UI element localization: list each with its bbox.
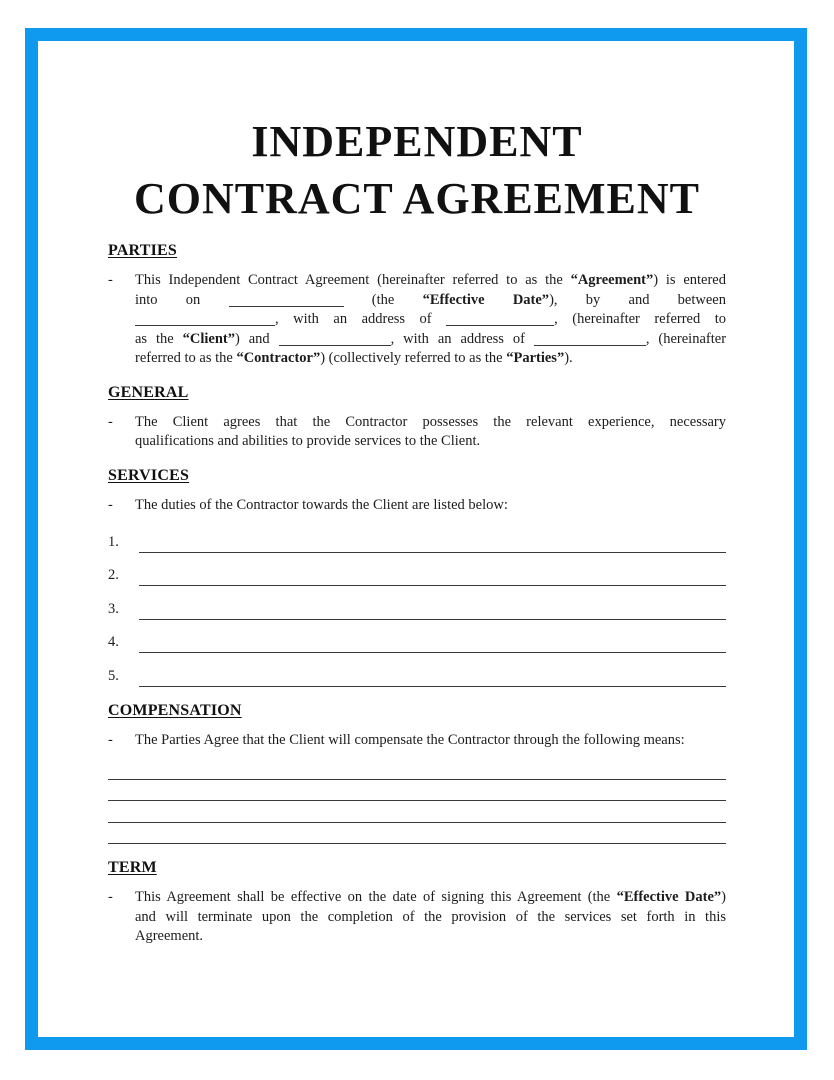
section-heading-general: GENERAL (108, 383, 189, 401)
paragraph (135, 271, 726, 369)
paragraph (135, 731, 726, 751)
paragraph-line (135, 291, 726, 311)
ruled-line (108, 823, 726, 845)
bullet-paragraph (108, 496, 726, 516)
paragraph-line (135, 271, 726, 291)
title-line-2: CONTRACT AGREEMENT (133, 174, 701, 223)
document-body (108, 241, 726, 947)
paragraph (135, 888, 726, 947)
bullet-paragraph (108, 888, 726, 947)
numbered-item (108, 586, 726, 620)
blank-line (139, 585, 726, 586)
blank-line (139, 652, 726, 653)
section-heading-services: SERVICES (108, 466, 190, 484)
numbered-item (108, 553, 726, 587)
item-number: 4. (108, 634, 119, 650)
paragraph-line (135, 330, 726, 350)
paragraph-line (135, 908, 726, 928)
paragraph-line (135, 496, 726, 516)
blank-line (139, 619, 726, 620)
paragraph-line (135, 349, 726, 369)
bullet-paragraph (108, 413, 726, 452)
paragraph (135, 496, 726, 516)
text-run: “Client” (182, 330, 235, 347)
text-run: The duties of the Contractor towards the Client are listed below: (135, 496, 508, 513)
ruled-line (108, 758, 726, 780)
text-run: “Effective Date” (616, 889, 722, 905)
text-run: ) and (235, 330, 279, 347)
paragraph-line (135, 432, 726, 452)
ruled-line (108, 780, 726, 802)
paragraph-line (135, 731, 726, 751)
text-run: (the (343, 291, 423, 308)
bullet-dash: - (108, 731, 113, 748)
text-run: into on (135, 291, 229, 308)
text-run: referred to as the (135, 350, 237, 366)
blank-line (139, 552, 726, 553)
bullet-paragraph (108, 731, 726, 751)
text-run: ), by and between (549, 291, 726, 308)
bullet-dash: - (108, 413, 113, 430)
paragraph-line (135, 413, 726, 433)
document-content (108, 41, 726, 947)
title-line-1: INDEPENDENT (251, 117, 583, 166)
text-run: , with an address of (390, 330, 534, 347)
ruled-line (108, 801, 726, 823)
text-run: , (hereinafter (645, 330, 727, 347)
ruled-blank-area (108, 758, 726, 844)
numbered-blank-list (108, 519, 726, 687)
item-number: 2. (108, 567, 119, 583)
paragraph-line (135, 888, 726, 908)
bullet-dash: - (108, 889, 113, 905)
blank-field (279, 332, 391, 346)
text-run: Agreement. (135, 928, 204, 944)
text-run: ) (collectively referred to as the (320, 350, 507, 366)
text-run: “Parties” (506, 350, 565, 366)
text-run: This Agreement shall be effective on the date of signing this Agreement (the (135, 889, 617, 905)
paragraph-line (135, 927, 726, 947)
text-run: The Client agrees that the Contractor possesses the relevant experience, necessary (135, 413, 726, 430)
text-run: “Effective Date” (422, 291, 550, 308)
blank-field (135, 312, 275, 326)
blank-field (534, 332, 646, 346)
numbered-item (108, 653, 726, 687)
text-run: “Contractor” (236, 350, 321, 366)
item-number: 5. (108, 667, 119, 684)
bullet-dash: - (108, 272, 113, 288)
blank-field (229, 293, 344, 307)
text-run: ). (564, 350, 573, 366)
text-run: and will terminate upon the completion of the provision of the services set forth in this (135, 908, 726, 925)
blank-line (139, 686, 726, 687)
document-title (108, 113, 726, 227)
blank-field (446, 312, 554, 326)
text-run: , with an address of (275, 311, 447, 327)
section-heading-compensation: COMPENSATION (108, 701, 242, 719)
bullet-dash: - (108, 496, 113, 513)
item-number: 1. (108, 533, 119, 550)
text-run: ) is entered (653, 272, 726, 288)
text-run: ) (721, 889, 726, 905)
section-heading-term: TERM (108, 859, 157, 876)
paragraph (135, 413, 726, 452)
section-heading-parties: PARTIES (108, 242, 178, 259)
text-run: , (hereinafter referred to (554, 311, 726, 327)
text-run: qualifications and abilities to provide services to the Client. (135, 433, 481, 449)
text-run: as the (135, 330, 183, 347)
text-run: This Independent Contract Agreement (hereinafter referred to as the (135, 272, 571, 288)
item-number: 3. (108, 600, 119, 617)
text-run: The Parties Agree that the Client will compensate the Contractor through the following means: (135, 731, 685, 748)
paragraph-line (135, 310, 726, 330)
text-run: “Agreement” (570, 272, 654, 288)
numbered-item (108, 519, 726, 553)
numbered-item (108, 620, 726, 654)
bullet-paragraph (108, 271, 726, 369)
